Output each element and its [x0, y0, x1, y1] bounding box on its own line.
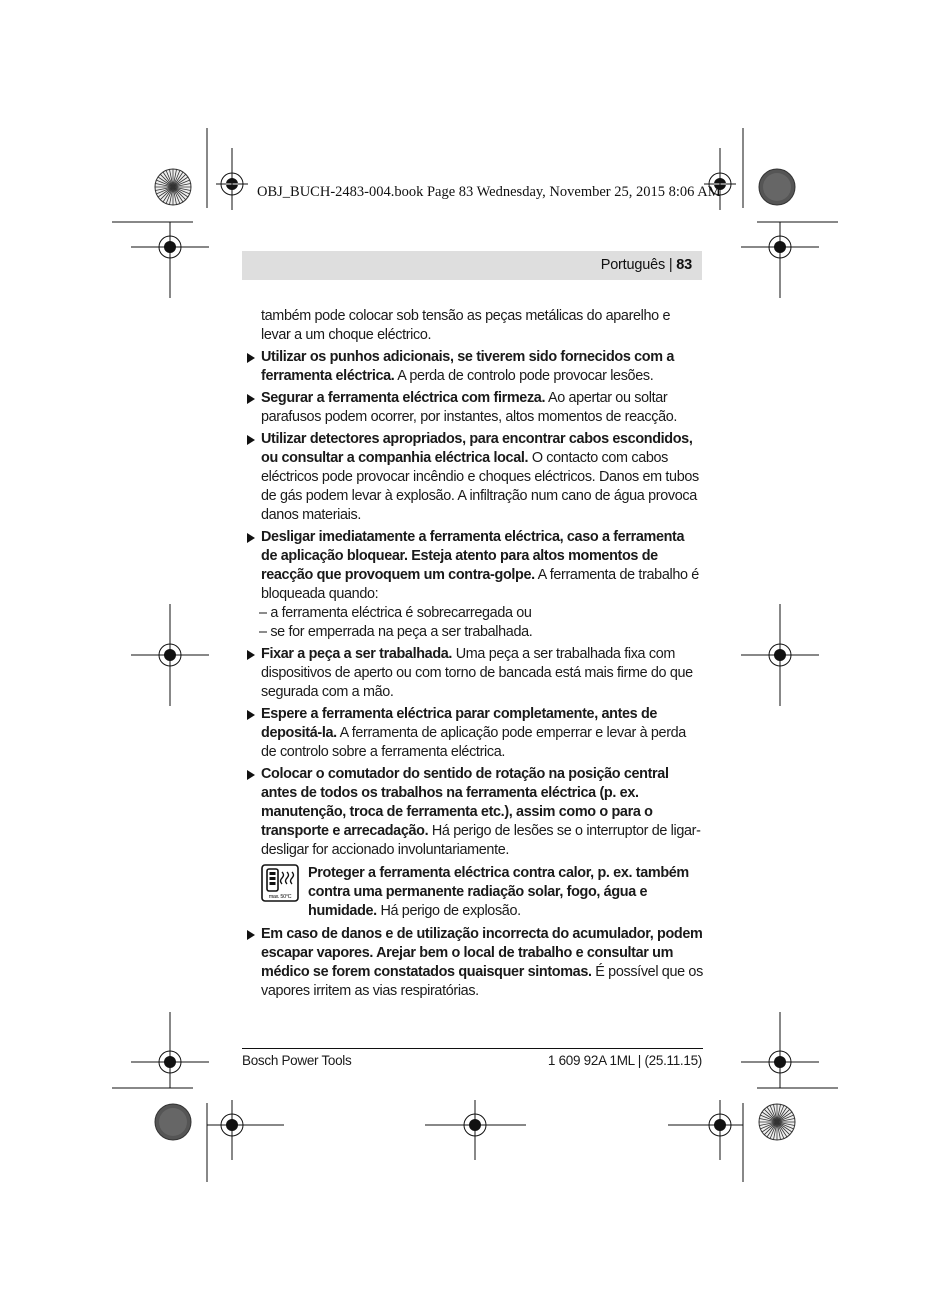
dash-list-text: a ferramenta eléctrica é sobrecarregada ou [270, 605, 532, 621]
safety-item [247, 645, 703, 702]
header-separator: | [665, 257, 677, 273]
safety-item [247, 430, 703, 525]
safety-item-text: O contacto com cabos eléctricos pode provocar incêndio e choques eléctricos. Danos em tubos de gás podem levar à explosão. A infiltração num cano de água provoca danos materiais. [261, 450, 699, 523]
bullet-arrow-icon [247, 533, 255, 543]
safety-item [247, 348, 703, 386]
safety-item-text: A perda de controlo pode provocar lesões. [394, 368, 654, 384]
intro-paragraph: também pode colocar sob tensão as peças metálicas do aparelho e levar a um choque eléctrico. [261, 308, 671, 343]
bullet-arrow-icon [247, 770, 255, 780]
bullet-arrow-icon [247, 353, 255, 363]
dash-list-text: se for emperrada na peça a ser trabalhada. [270, 624, 533, 640]
safety-item-bold: Desligar imediatamente a ferramenta eléctrica, caso a ferramenta de aplicação bloquear. Esteja atento para altos momentos de reacção que provoquem um contra-golpe. [261, 529, 685, 583]
bullet-arrow-icon [247, 710, 255, 720]
bullet-arrow-icon [247, 394, 255, 404]
dash-list-item: – a ferramenta eléctrica é sobrecarregada ou [259, 605, 532, 621]
footer-divider [242, 1048, 703, 1049]
safety-item-text: A ferramenta de aplicação pode emperrar e levar à perda de controlo sobre a ferramenta eléctrica. [261, 725, 686, 760]
footer-brand: Bosch Power Tools [242, 1053, 352, 1068]
dash-list-item: – se for emperrada na peça a ser trabalhada. [259, 624, 533, 640]
safety-item [247, 925, 703, 1001]
safety-item-text: Ao apertar ou soltar parafusos podem ocorrer, por instantes, altos momentos de reacção. [261, 390, 678, 425]
header-language: Português [600, 257, 666, 273]
safety-item-bold: Segurar a ferramenta eléctrica com firmeza. [261, 390, 546, 406]
bullet-arrow-icon [247, 435, 255, 445]
header-text [601, 257, 692, 273]
safety-item-text: Uma peça a ser trabalhada fixa com dispositivos de aperto ou com torno de bancada está mais firme do que segurada com a mão. [261, 646, 693, 700]
heat-icon-label: max. 50°C [268, 894, 292, 900]
safety-item [247, 705, 703, 762]
warning-text: Há perigo de explosão. [376, 903, 521, 919]
safety-item-bold: Espere a ferramenta eléctrica parar completamente, antes de depositá-la. [261, 706, 658, 741]
safety-item [247, 528, 703, 604]
page-header [242, 251, 702, 280]
footer-doc-code: 1 609 92A 1ML | (25.11.15) [547, 1053, 702, 1068]
safety-item-bold: Em caso de danos e de utilização incorrecta do acumulador, podem escapar vapores. Arejar bem o local de trabalho e consultar um médico se forem constatados quaisquer sintomas. [261, 926, 703, 980]
safety-item-bold: Utilizar os punhos adicionais, se tiverem sido fornecidos com a ferramenta eléctrica. [261, 349, 674, 384]
page-content [247, 307, 703, 1001]
heat-warning [247, 864, 703, 921]
safety-item-text: É possível que os vapores irritem as vias respiratórias. [261, 964, 703, 999]
bullet-arrow-icon [247, 930, 255, 940]
safety-item [247, 389, 703, 427]
page-number: 83 [676, 257, 692, 273]
safety-item-bold: Utilizar detectores apropriados, para encontrar cabos escondidos, ou consultar a companhia eléctrica local. [261, 431, 693, 466]
heat-protection-icon [261, 864, 299, 902]
safety-item [247, 765, 703, 860]
bullet-arrow-icon [247, 650, 255, 660]
print-slug-line: OBJ_BUCH-2483-004.book Page 83 Wednesday, November 25, 2015 8:06 AM [257, 184, 721, 200]
safety-item-text: Há perigo de lesões se o interruptor de ligar-desligar for accionado involuntariamente. [261, 823, 701, 858]
safety-item-bold: Fixar a peça a ser trabalhada. [261, 646, 453, 662]
safety-item-bold: Colocar o comutador do sentido de rotação na posição central antes de todos os trabalhos na ferramenta eléctrica (p. ex. manutenção, troca de ferramenta etc.), assim como o para o transporte e arrecadação. [261, 766, 669, 839]
warning-bold: Proteger a ferramenta eléctrica contra calor, p. ex. também contra uma permanente radiação solar, fogo, água e humidade. [308, 865, 689, 919]
safety-item-text: A ferramenta de trabalho é bloqueada quando: [261, 567, 699, 602]
